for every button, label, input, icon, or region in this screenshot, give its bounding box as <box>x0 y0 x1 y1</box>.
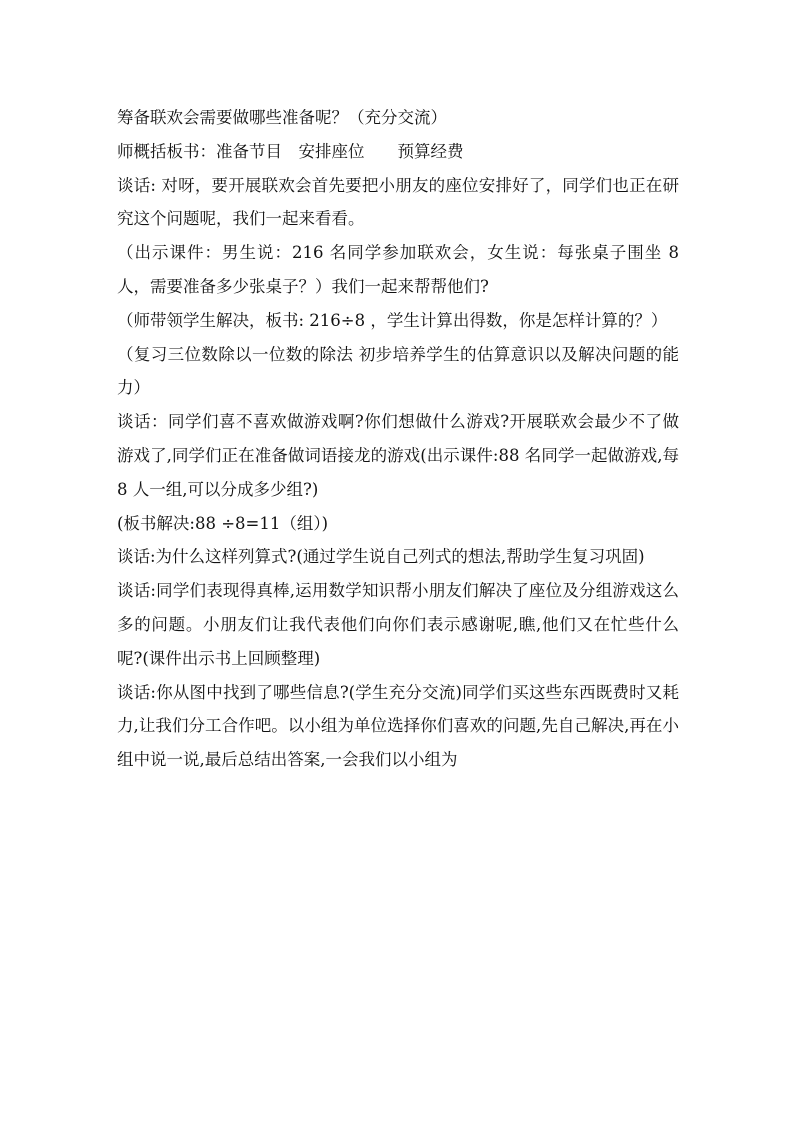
paragraph-board-summary: 师概括板书：准备节目 安排座位 预算经费 <box>117 141 464 161</box>
paragraph-review-note: （复习三位数除以一位数的除法 初步培养学生的估算意识以及解决问题的能力） <box>117 344 679 398</box>
paragraph-praise-talk: 谈话:同学们表现得真棒,运用数学知识帮小朋友们解决了座位及分组游戏这么多的问题。小朋友们让我代表他们向你们表示感谢呢,瞧,他们又在忙些什么呢?(课件出示书上回顾整理) <box>117 581 679 668</box>
paragraph-why-formula: 谈话:为什么这样列算式?(通过学生说自己列式的想法,帮助学生复习巩固) <box>117 547 645 567</box>
paragraph-game-talk: 谈话：同学们喜不喜欢做游戏啊?你们想做什么游戏?开展联欢会最少不了做游戏了,同学们正在准备做词语接龙的游戏(出示课件:88 名同学一起做游戏,每 8 人一组,可以分成多少组?) <box>117 412 679 499</box>
paragraph-information-talk: 谈话:你从图中找到了哪些信息?(学生充分交流)同学们买这些东西既费时又耗力,让我们分工合作吧。以小组为单位选择你们喜欢的问题,先自己解决,再在小组中说一说,最后总结出答案,一会我们以小组为 <box>117 682 679 770</box>
paragraph-division-88: (板书解决:88 ÷8=11（组）) <box>117 513 329 533</box>
paragraph-seating-talk: 谈话: 对呀，要开展联欢会首先要把小朋友的座位安排好了，同学们也正在研究这个问题呢，我们一起来看看。 <box>117 175 679 229</box>
paragraph-division-216: （师带领学生解决，板书: 216÷8 ，学生计算出得数，你是怎样计算的？） <box>117 310 668 330</box>
paragraph-courseware-tables: （出示课件：男生说：216 名同学参加联欢会，女生说：每张桌子围坐 8 人，需要准备多少张桌子？）我们一起来帮帮他们? <box>117 243 679 296</box>
paragraph-preparation-question: 筹备联欢会需要做哪些准备呢？（充分交流） <box>117 108 447 127</box>
document-body <box>117 101 679 777</box>
